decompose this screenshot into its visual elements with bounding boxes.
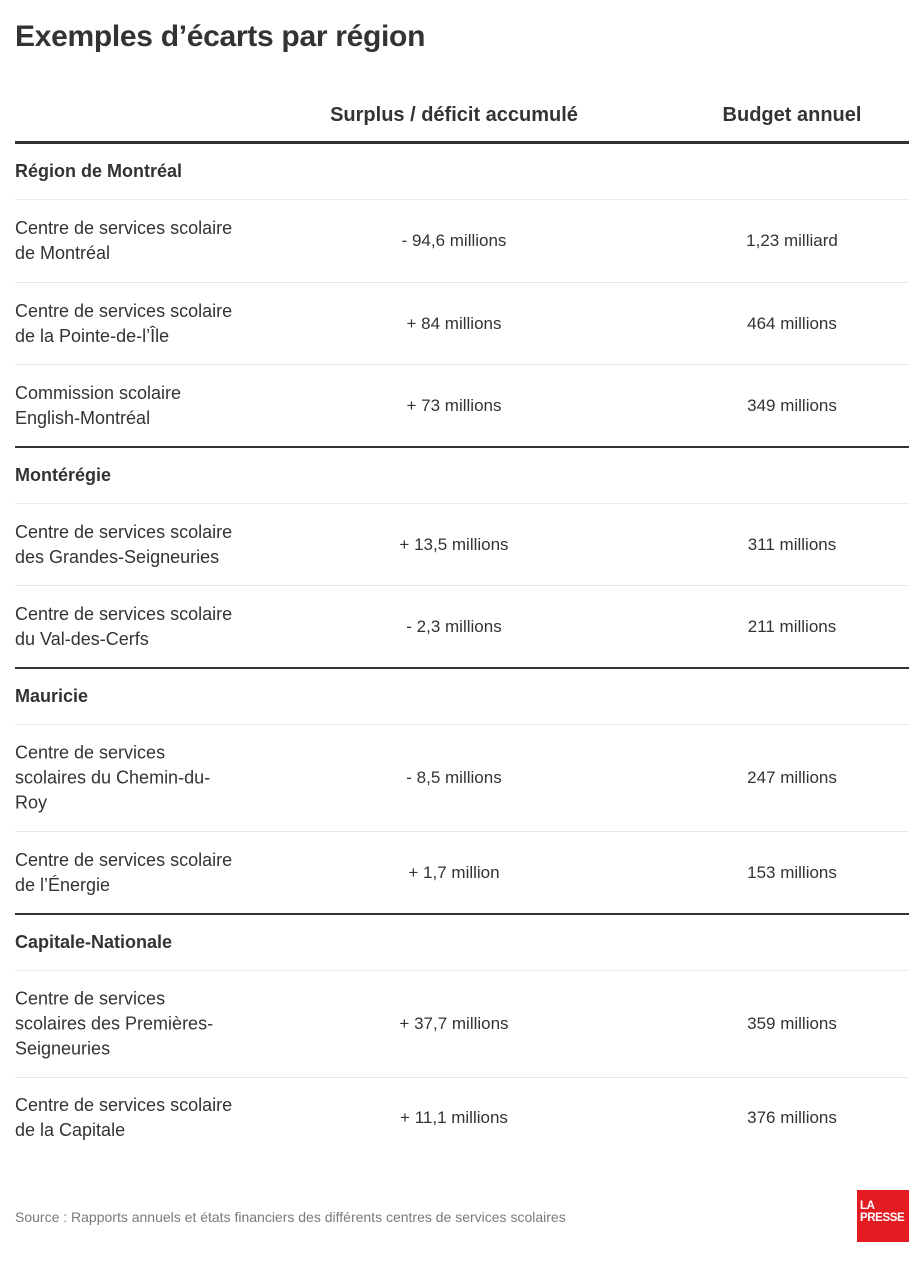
logo-line-2: PRESSE bbox=[860, 1212, 905, 1224]
logo-line-1: LA bbox=[860, 1200, 875, 1212]
region-header bbox=[15, 915, 909, 971]
row-surplus: - 2,3 millions bbox=[406, 616, 502, 636]
row-surplus: - 94,6 millions bbox=[401, 231, 507, 250]
row-budget: 153 millions bbox=[747, 862, 837, 882]
table-row bbox=[15, 725, 909, 832]
row-surplus: + 1,7 million bbox=[408, 862, 500, 882]
row-surplus: - 8,5 millions bbox=[406, 768, 502, 787]
header-budget: Budget annuel bbox=[722, 104, 862, 126]
table-row bbox=[15, 1078, 909, 1158]
row-budget: 349 millions bbox=[747, 395, 837, 415]
table-row bbox=[15, 200, 909, 283]
region-header bbox=[15, 448, 909, 504]
row-name: Centre de services scolaires du Chemin-du-Roy bbox=[15, 742, 211, 813]
row-budget: 311 millions bbox=[747, 534, 837, 554]
table-row bbox=[15, 365, 909, 448]
row-surplus: + 84 millions bbox=[406, 313, 502, 333]
table-row bbox=[15, 971, 909, 1078]
table-row bbox=[15, 586, 909, 669]
row-budget: 359 millions bbox=[747, 1014, 837, 1033]
row-budget: 464 millions bbox=[747, 313, 837, 333]
row-name: Commission scolaire English-Montréal bbox=[15, 382, 182, 428]
row-name: Centre de services scolaire de Montréal bbox=[15, 218, 233, 263]
row-surplus: + 37,7 millions bbox=[399, 1014, 509, 1033]
row-budget: 247 millions bbox=[747, 768, 837, 787]
row-name: Centre de services scolaire de la Capitale bbox=[15, 1095, 233, 1140]
table-header bbox=[15, 84, 909, 144]
page-title: Exemples d’écarts par région bbox=[15, 20, 426, 53]
region-label: Montérégie bbox=[15, 465, 112, 485]
row-budget: 1,23 milliard bbox=[746, 231, 838, 250]
region-label: Région de Montréal bbox=[15, 161, 183, 181]
row-name: Centre de services scolaires des Premières-Seigneuries bbox=[15, 988, 214, 1059]
table-row bbox=[15, 283, 909, 365]
region-label: Mauricie bbox=[15, 686, 89, 706]
row-surplus: + 11,1 millions bbox=[400, 1108, 508, 1127]
source-note: Source : Rapports annuels et états financiers des différents centres de services scolaires bbox=[15, 1209, 566, 1225]
la-presse-logo bbox=[857, 1190, 909, 1242]
region-header bbox=[15, 144, 909, 200]
row-surplus: + 13,5 millions bbox=[399, 534, 509, 554]
row-name: Centre de services scolaire de la Pointe-de-l’Île bbox=[15, 300, 233, 346]
header-surplus: Surplus / déficit accumulé bbox=[330, 104, 578, 126]
region-header bbox=[15, 669, 909, 725]
row-budget: 376 millions bbox=[747, 1108, 837, 1127]
region-label: Capitale-Nationale bbox=[15, 932, 173, 952]
row-budget: 211 millions bbox=[747, 616, 837, 636]
table-row bbox=[15, 504, 909, 586]
table-row bbox=[15, 832, 909, 915]
row-surplus: + 73 millions bbox=[406, 395, 502, 415]
row-name: Centre de services scolaire du Val-des-Cerfs bbox=[15, 603, 233, 649]
row-name: Centre de services scolaire de l’Énergie bbox=[15, 849, 233, 895]
row-name: Centre de services scolaire des Grandes-Seigneuries bbox=[15, 521, 233, 567]
